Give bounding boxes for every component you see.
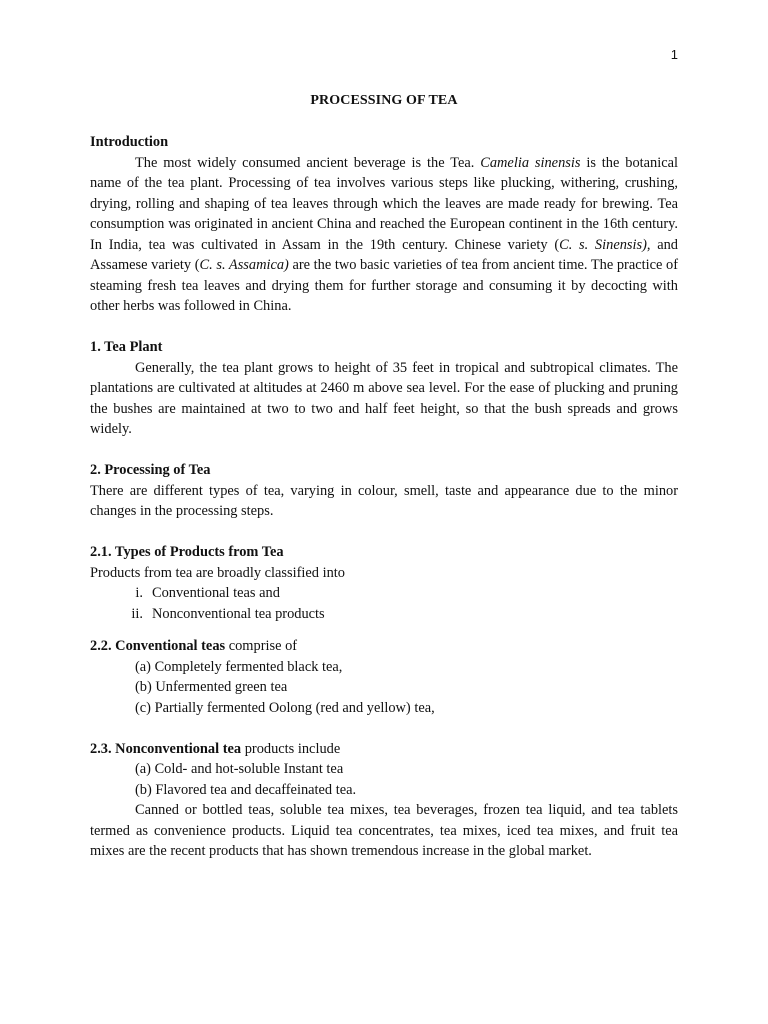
intro-text-4: are the two basic varieties of tea from ancient time. The practice of steaming fresh tea leaves and drying them for further storage and consuming it by decocting with other herbs was followed in China.: [90, 257, 679, 314]
spacer: [90, 522, 678, 543]
section-2-2-heading: 2.2. Conventional teas: [90, 638, 226, 654]
intro-text-2: is the botanical name of the tea plant. Processing of tea involves various steps like plucking, withering, crushing, drying, rolling and shaping of tea leaves through which the leaves are made ready for brewing. Tea consumption was originated in ancient China and reached the European continent in the 16th century. In India, tea was cultivated in Assam in the 19th century. Chinese variety (: [90, 154, 678, 253]
list-item-text: Nonconventional tea products: [152, 605, 325, 622]
list-item: [90, 583, 678, 604]
intro-text-1: The most widely consumed ancient beverage is the Tea.: [135, 154, 481, 171]
section-2-3-heading-line: [90, 739, 678, 760]
section-2-3-heading: 2.3. Nonconventional tea: [90, 740, 242, 757]
list-number: i.: [135, 585, 143, 601]
spacer: [90, 718, 678, 739]
spacer: [90, 317, 678, 338]
section-1-heading: 1. Tea Plant: [90, 339, 163, 355]
intro-variety-sinensis: C. s. Sinensis): [559, 236, 647, 253]
spacer: [90, 624, 678, 636]
list-item: (a) Cold- and hot-soluble Instant tea: [135, 761, 344, 777]
list-item: (a) Completely fermented black tea,: [135, 658, 343, 675]
intro-variety-assamica: C. s. Assamica): [199, 257, 289, 273]
list-item: [90, 604, 678, 625]
section-2-3-heading-rest: products include: [241, 740, 341, 757]
product-types-list: [90, 583, 678, 624]
section-2-heading: 2. Processing of Tea: [90, 462, 211, 478]
introduction-paragraph: [90, 153, 678, 317]
intro-text-3: , and Assamese variety (: [90, 236, 678, 273]
section-2-2-heading-rest: comprise of: [225, 638, 298, 654]
list-item: (c) Partially fermented Oolong (red and yellow) tea,: [135, 699, 435, 716]
section-2-2-heading-line: [90, 636, 678, 657]
section-2-paragraph: There are different types of tea, varying in colour, smell, taste and appearance due to the minor changes in the processing steps.: [90, 482, 678, 519]
introduction-heading: Introduction: [90, 134, 169, 150]
page-number: 1: [670, 47, 678, 62]
document-body: [90, 132, 678, 862]
list-item: (b) Flavored tea and decaffeinated tea.: [135, 781, 357, 798]
document-title: PROCESSING OF TEA: [310, 93, 458, 108]
list-number: ii.: [131, 605, 143, 622]
section-2-3-paragraph: Canned or bottled teas, soluble tea mixes, tea beverages, frozen tea liquid, and tea tablets termed as convenience products. Liquid tea concentrates, tea mixes, iced tea mixes, and fruit tea mixes are the recent products that has shown tremendous increase in the global market.: [90, 802, 678, 859]
list-item: (b) Unfermented green tea: [135, 679, 288, 695]
section-2-1-intro: Products from tea are broadly classified into: [90, 564, 345, 581]
list-item-text: Conventional teas and: [152, 585, 280, 601]
section-2-1-heading: 2.1. Types of Products from Tea: [90, 544, 284, 560]
section-1-paragraph: Generally, the tea plant grows to height of 35 feet in tropical and subtropical climates. The plantations are cultivated at altitudes at 2460 m above sea level. For the ease of plucking and pruning the bushes are maintained at two to two and half feet height, so that the bush spreads and grows widely.: [90, 359, 678, 437]
spacer: [90, 440, 678, 461]
intro-species-name: Camelia sinensis: [480, 154, 581, 171]
